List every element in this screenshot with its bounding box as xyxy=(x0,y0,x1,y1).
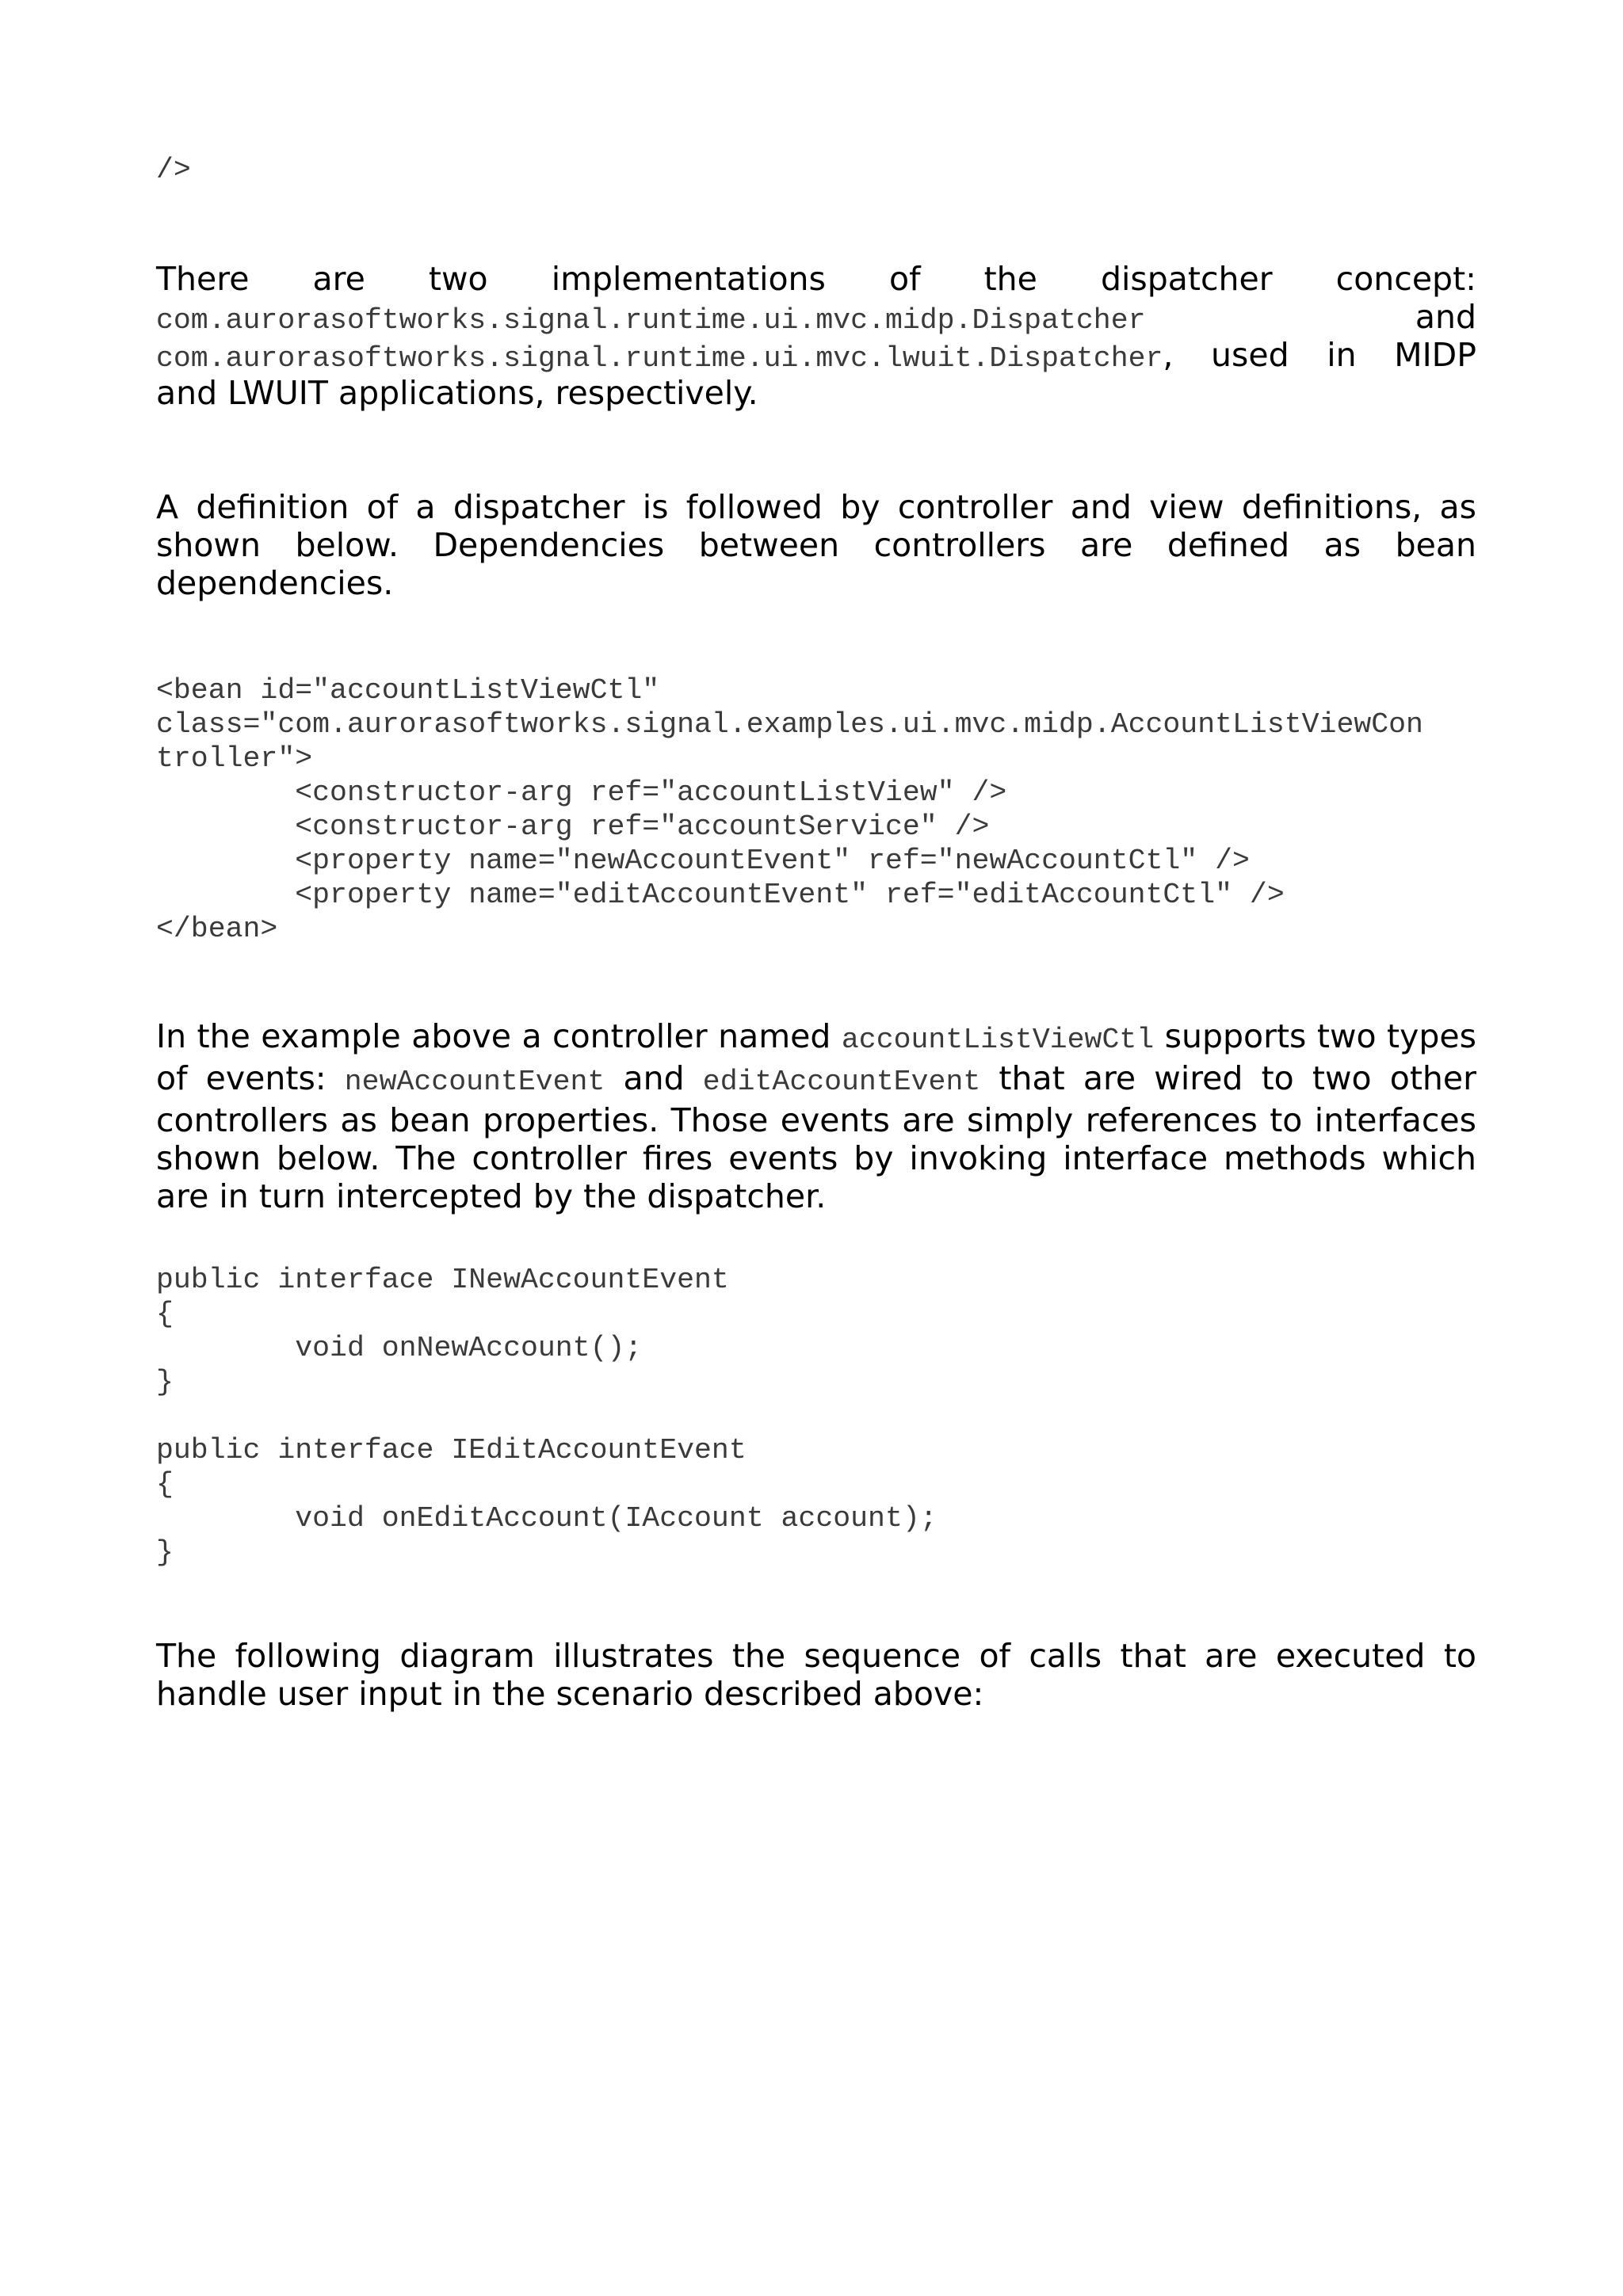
paragraph-word: used xyxy=(1211,336,1289,374)
code-line: troller"> xyxy=(156,742,313,775)
inline-code: com.aurorasoftworks.signal.runtime.ui.mvc.midp.Dispatcher xyxy=(156,304,1146,337)
paragraph-word: two xyxy=(428,260,488,298)
dispatcher-definition-paragraph: A definition of a dispatcher is followed by controller and view definitions, as shown below. Dependencies between controllers are defined as bean dependencies. xyxy=(156,488,1476,602)
code-line: <constructor-arg ref="accountService" /> xyxy=(156,810,990,843)
code-line: } xyxy=(156,1366,174,1398)
paragraph-word: of xyxy=(888,260,921,298)
code-line: public interface IEditAccountEvent xyxy=(156,1434,747,1466)
paragraph-line xyxy=(156,260,1476,298)
paragraph-word: and xyxy=(1415,298,1476,336)
paragraph-line xyxy=(156,336,1476,374)
event-interfaces-code-block xyxy=(156,1263,938,1569)
paragraph-word: MIDP xyxy=(1394,336,1476,374)
inline-code: com.aurorasoftworks.signal.runtime.ui.mvc.lwuit.Dispatcher xyxy=(156,342,1163,375)
paragraph-word: There xyxy=(156,260,250,298)
code-line: } xyxy=(156,1536,174,1569)
controller-events-paragraph xyxy=(156,1017,1476,1215)
sequence-diagram-intro-paragraph: The following diagram illustrates the sequence of calls that are executed to handle user input in the scenario described above: xyxy=(156,1637,1476,1713)
code-line: </bean> xyxy=(156,913,278,945)
paragraph-word: in xyxy=(1327,336,1357,374)
paragraph-word: concept: xyxy=(1335,260,1476,298)
dispatcher-implementations-paragraph xyxy=(156,260,1476,412)
code-line: { xyxy=(156,1298,174,1330)
code-line: <bean id="accountListViewCtl" xyxy=(156,674,660,707)
code-line: <property name="newAccountEvent" ref="newAccountCtl" /> xyxy=(156,845,1250,877)
paragraph-word: , xyxy=(1163,336,1174,374)
code-line: <property name="editAccountEvent" ref="editAccountCtl" /> xyxy=(156,879,1285,911)
paragraph-text: supports two types of events: xyxy=(156,1017,1476,1097)
code-line: void onEditAccount(IAccount account); xyxy=(156,1502,938,1535)
paragraph-word: dispatcher xyxy=(1100,260,1273,298)
bean-definition-code-block xyxy=(156,673,1423,946)
code-fragment: /> xyxy=(156,154,191,186)
inline-code: accountListViewCtl xyxy=(841,1024,1155,1056)
paragraph-text: that are wired to two other controllers as bean properties. Those events are simply references to interfaces shown below. The controller fires events by invoking interface methods which are in turn intercepted by the dispatcher. xyxy=(156,1059,1476,1215)
paragraph-text: In the example above a controller named xyxy=(156,1017,842,1055)
paragraph-word: implementations xyxy=(551,260,826,298)
code-line: class="com.aurorasoftworks.signal.examples.ui.mvc.midp.AccountListViewCon xyxy=(156,708,1423,741)
paragraph-line: and LWUIT applications, respectively. xyxy=(156,374,758,412)
inline-code: newAccountEvent xyxy=(344,1066,605,1098)
inline-code: editAccountEvent xyxy=(702,1066,981,1098)
paragraph-line xyxy=(156,298,1476,336)
paragraph-word: the xyxy=(983,260,1037,298)
code-line: void onNewAccount(); xyxy=(156,1332,643,1364)
paragraph-word: are xyxy=(312,260,365,298)
code-line xyxy=(156,1399,938,1433)
code-line: <constructor-arg ref="accountListView" /> xyxy=(156,776,1007,809)
paragraph-text: and xyxy=(605,1059,703,1097)
code-line: public interface INewAccountEvent xyxy=(156,1264,729,1296)
code-line: { xyxy=(156,1468,174,1501)
